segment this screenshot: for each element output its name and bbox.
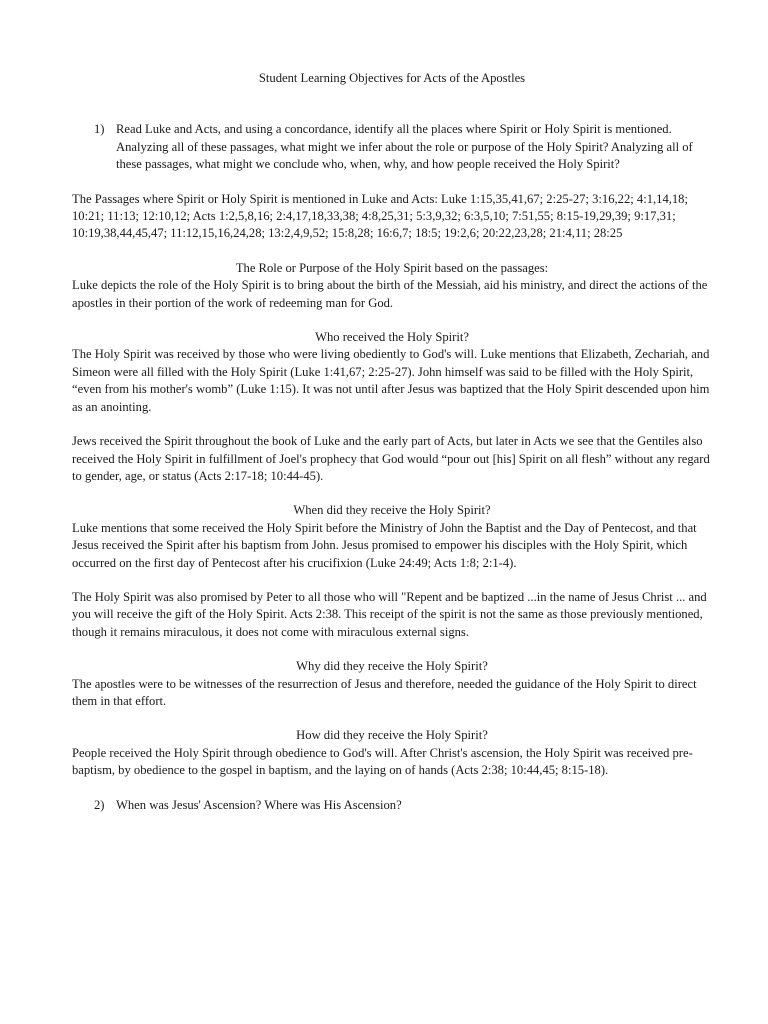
question-2-text: When was Jesus' Ascension? Where was His Ascension? xyxy=(116,797,402,812)
document-title: Student Learning Objectives for Acts of the Apostles xyxy=(258,71,526,85)
document-page xyxy=(72,70,712,814)
passages-paragraph: The Passages where Spirit or Holy Spirit is mentioned in Luke and Acts: Luke 1:15,35,41,67; 2:25-27; 3:16,22; 4:1,14,18; 10:21; 11:13; 12:10,12; Acts 1:2,5,8,16; 2:4,17,18,33,38; 4:8,25,31; 5:3,9,32; 6:3,5,10; 7:51,55; 8:15-19,29,39; 9:17,31; 10:19,38,44,45,47; 11:12,15,16,24,28; 13:2,4,9,52; 15:8,28; 16:6,7; 18:5; 19:2,6; 20:22,23,28; 21:4,11; 28:25 xyxy=(72,191,688,241)
why-paragraph: The apostles were to be witnesses of the resurrection of Jesus and therefore, needed the guidance of the Holy Spirit to direct them in that effort. xyxy=(72,676,697,708)
role-paragraph: Luke depicts the role of the Holy Spirit is to bring about the birth of the Messiah, aid his ministry, and direct the actions of the apostles in their portion of the work of redeeming man for God. xyxy=(72,278,708,310)
question-1-number: 1) xyxy=(94,122,105,137)
why-heading: Why did they receive the Holy Spirit? xyxy=(296,659,488,674)
who-paragraph-1: The Holy Spirit was received by those who were living obediently to God's will. Luke mentions that Elizabeth, Zechariah, and Simeon were all filled with the Holy Spirit (Luke 1:41,67; 2:25-27). John himself was said to be filled with the Holy Spirit, “even from his mother's womb” (Luke 1:15). It was not until after Jesus was baptized that the Holy Spirit descended upon him as an anointing. xyxy=(72,347,710,414)
who-paragraph-2: Jews received the Spirit throughout the book of Luke and the early part of Acts, but later in Acts we see that the Gentiles also received the Holy Spirit in fulfillment of Joel's prophecy that God would “pour out [his] Spirit on all flesh” without any regard to gender, age, or status (Acts 2:17-18; 10:44-45). xyxy=(72,434,710,483)
when-paragraph-2: The Holy Spirit was also promised by Peter to all those who will "Repent and be baptized ...in the name of Jesus Christ ... and you will receive the gift of the Holy Spirit. Acts 2:38. This receipt of the spirit is not the same as those previously mentioned, though it remains miraculous, it does not come with miraculous external signs. xyxy=(72,589,707,639)
role-heading: The Role or Purpose of the Holy Spirit based on the passages: xyxy=(235,260,549,275)
question-1-text: Read Luke and Acts, and using a concordance, identify all the places where Spirit or Holy Spirit is mentioned. Analyzing all of these passages, what might we infer about the role or purpose of the Holy Spirit? Analyzing all of these passages, what might we conclude who, when, why, and how people received the Holy Spirit? xyxy=(116,122,693,172)
when-heading: When did they receive the Holy Spirit? xyxy=(293,503,491,518)
question-2 xyxy=(94,797,712,814)
question-2-number: 2) xyxy=(94,797,105,812)
who-heading: Who received the Holy Spirit? xyxy=(315,330,469,345)
when-paragraph-1: Luke mentions that some received the Holy Spirit before the Ministry of John the Baptist and the Day of Pentecost, and that Jesus received the Spirit after his baptism from John. Jesus promised to empower his disciples with the Holy Spirit, which occurred on the first day of Pentecost after his crucifixion (Luke 24:49; Acts 1:8; 2:1-4). xyxy=(72,520,697,570)
question-1 xyxy=(94,121,712,173)
how-paragraph: People received the Holy Spirit through obedience to God's will. After Christ's ascension, the Holy Spirit was received pre-baptism, by obedience to the gospel in baptism, and the laying on of hands (Acts 2:38; 10:44,45; 8:15-18). xyxy=(72,745,693,778)
how-heading: How did they receive the Holy Spirit? xyxy=(296,728,488,743)
